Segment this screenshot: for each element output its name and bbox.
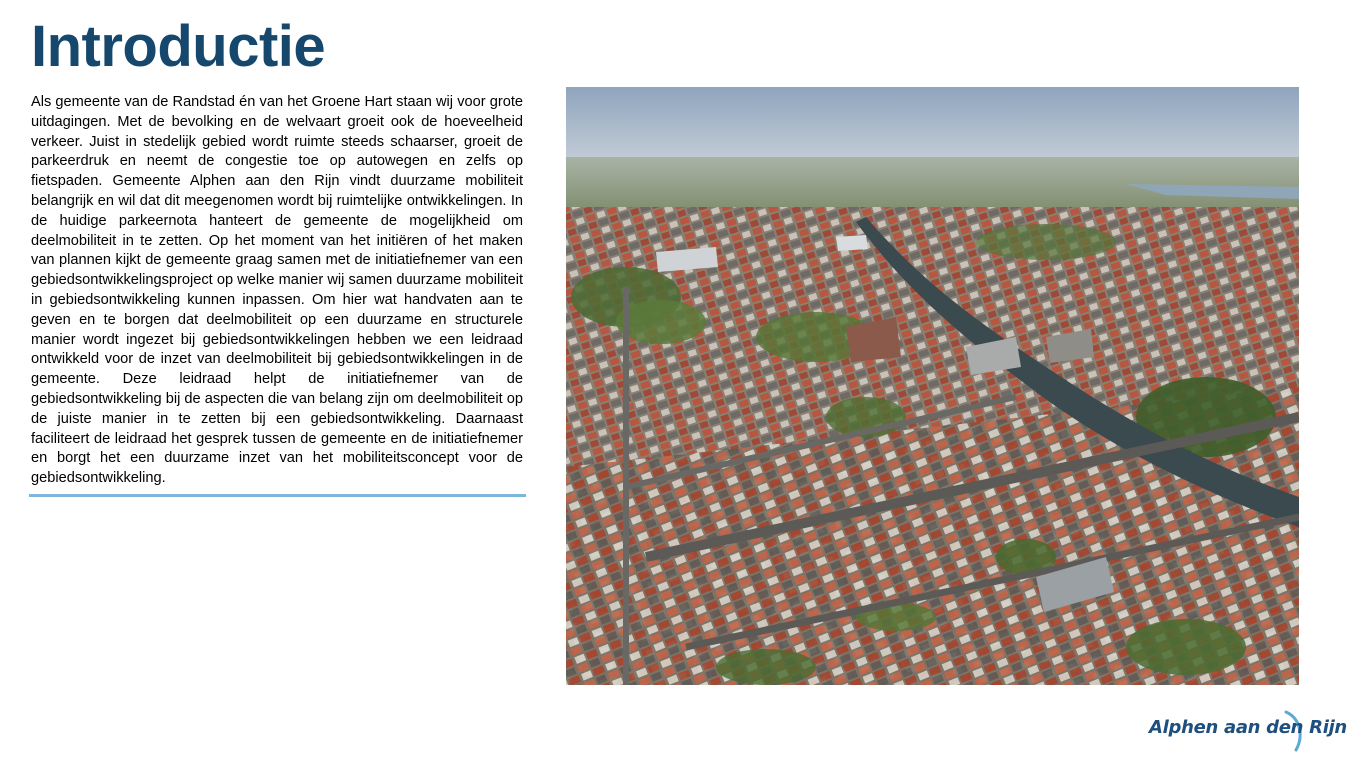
aerial-photo-illustration <box>566 87 1299 685</box>
alphen-logo <box>1146 708 1347 752</box>
divider <box>29 494 526 497</box>
aerial-city-photo <box>566 87 1299 685</box>
body-paragraph: Als gemeente van de Randstad én van het Groene Hart staan wij voor grote uitdagingen. Met de bevolking en de welvaart groeit ook de hoeveelheid verkeer. Juist in stedelijk gebied wordt ruimte steeds schaarser, groeit de parkeerdruk en neemt de congestie toe op autowegen en zelfs op fietspaden. Gemeente Alphen aan den Rijn vindt duurzame mobiliteit belangrijk en wil dat dit meegenomen wordt bij ruimtelijke ontwikkelingen. In de huidige parkeernota hanteert de gemeente de mogelijkheid om deelmobiliteit in te zetten. Op het moment van het initiëren of het maken van plannen kijkt de gemeente graag samen met de initiatiefnemer van een gebiedsontwikkelingsproject op welke manier wij samen duurzame mobiliteit in gebiedsontwikkeling kunnen inpassen. Om hier wat handvaten aan te geven en te borgen dat deelmobiliteit op een duurzame en structurele manier wordt ingezet bij gebiedsontwikkelingen hebben we een leidraad ontwikkeld voor de inzet van deelmobiliteit bij gebiedsontwikkelingen in de gemeente. Deze leidraad helpt de initiatiefnemer van de gebiedsontwikkeling bij de aspecten die van belang zijn om deelmobiliteit op de juiste manier in te zetten bij een gebiedsontwikkeling. Daarnaast faciliteert de leidraad het gesprek tussen de gemeente en de initiatiefnemer en borgt het een duurzame inzet van het mobiliteitsconcept voor de gebiedsontwikkeling. <box>31 94 523 487</box>
logo-text: Alphen aan den Rijn <box>1149 717 1347 738</box>
page-title: Introductie <box>31 14 326 79</box>
